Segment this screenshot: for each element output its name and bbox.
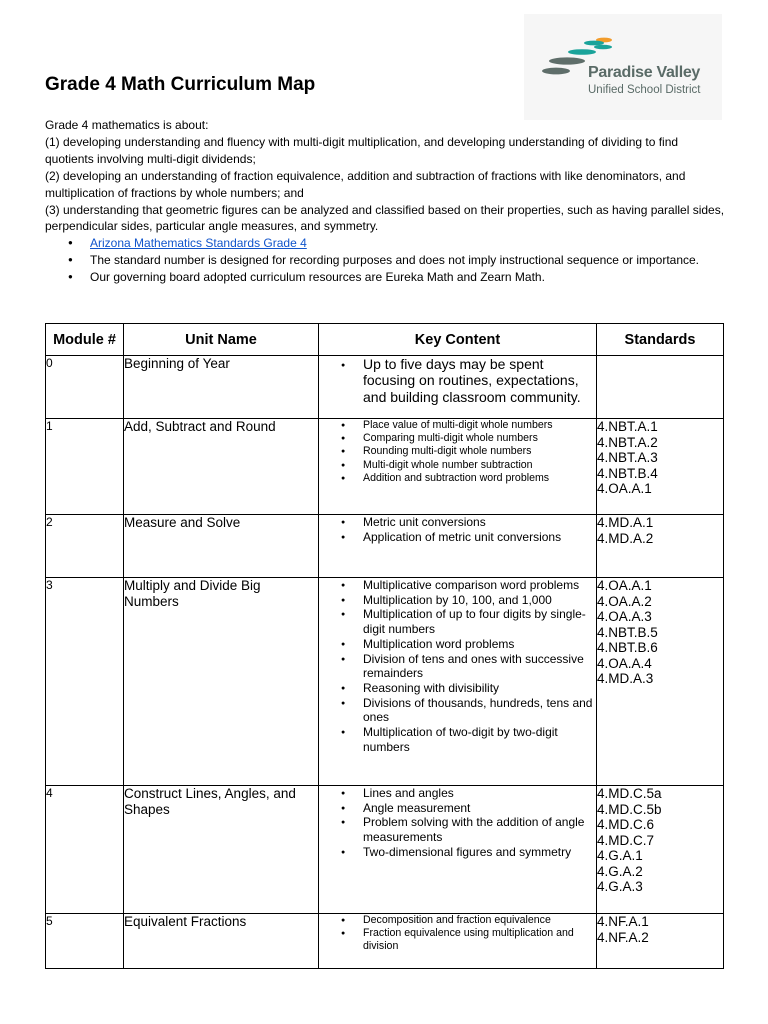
standard-code: 4.MD.A.2 [597, 530, 654, 546]
unit-name: Beginning of Year [124, 356, 319, 419]
key-content-item: ● Two-dimensional figures and symmetry [363, 845, 596, 860]
key-content [319, 515, 597, 578]
standard-code: 4.OA.A.4 [597, 655, 652, 671]
standard-code: 4.G.A.3 [597, 879, 643, 894]
standard-code: 4.MD.C.7 [597, 832, 655, 848]
intro-bullets [45, 235, 725, 286]
intro-line: (3) understanding that geometric figures can be analyzed and classified based on their properties, such as having parallel sides, perpendicular sides, particular angle measures, and symmetry. [45, 202, 725, 234]
standard-code: 4.OA.A.2 [597, 593, 652, 609]
key-content-item: ● Multiplicative comparison word problems [363, 578, 596, 593]
header-unit: Unit Name [124, 324, 319, 356]
key-content-item: ● Divisions of thousands, hundreds, tens and ones [363, 696, 596, 725]
table-row [46, 578, 724, 786]
district-logo [524, 14, 722, 120]
key-content-item: ● Rounding multi-digit whole numbers [363, 445, 596, 458]
key-content [319, 786, 597, 914]
key-content [319, 578, 597, 786]
standard-code: 4.MD.C.5b [597, 801, 662, 817]
intro-line: (2) developing an understanding of fraction equivalence, addition and subtraction of fractions with like denominators, and multiplication of fractions by whole numbers; and [45, 168, 686, 200]
key-content [319, 419, 597, 515]
key-content-item: ● Place value of multi-digit whole numbers [363, 419, 596, 432]
module-number: 2 [46, 515, 124, 578]
key-content-item: ● Lines and angles [363, 786, 596, 801]
standards-cell [597, 356, 724, 419]
unit-name: Add, Subtract and Round [124, 419, 319, 515]
standard-code: 4.NBT.B.5 [597, 624, 658, 640]
intro-bullet: ● Our governing board adopted curriculum resources are Eureka Math and Zearn Math. [90, 269, 725, 286]
unit-name: Measure and Solve [124, 515, 319, 578]
key-content-item: ● Addition and subtraction word problems [363, 472, 596, 485]
module-number: 5 [46, 914, 124, 969]
key-content-item: ● Problem solving with the addition of angle measurements [363, 815, 596, 844]
key-content [319, 914, 597, 969]
standard-code: 4.OA.A.3 [597, 609, 652, 624]
unit-name: Multiply and Divide Big Numbers [124, 578, 319, 786]
key-content-item: ● Division of tens and ones with successive remainders [363, 652, 596, 681]
standard-code: 4.NBT.A.2 [597, 434, 658, 450]
table-row [46, 419, 724, 515]
standard-code: 4.NBT.B.6 [597, 640, 658, 655]
table-row [46, 515, 724, 578]
standard-code: 4.MD.A.1 [597, 515, 654, 530]
standards-cell [597, 786, 724, 914]
page-title: Grade 4 Math Curriculum Map [45, 74, 316, 95]
standard-code: 4.NBT.B.4 [597, 465, 658, 481]
module-number: 1 [46, 419, 124, 515]
standard-code: 4.G.A.1 [597, 848, 643, 863]
key-content-item: ● Multiplication by 10, 100, and 1,000 [363, 593, 596, 608]
standards-cell [597, 515, 724, 578]
module-number: 4 [46, 786, 124, 914]
key-content-item: ● Multiplication word problems [363, 637, 596, 652]
intro-bullet [90, 235, 725, 252]
intro-section [45, 117, 725, 286]
key-content-item: ● Angle measurement [363, 801, 596, 816]
table-row [46, 356, 724, 419]
standard-code: 4.MD.C.5a [597, 786, 662, 801]
standard-code: 4.MD.C.6 [597, 817, 655, 832]
logo-name: Paradise Valley [588, 64, 701, 81]
key-content-item: ● Fraction equivalence using multiplication and division [363, 927, 596, 953]
table-header-row [46, 324, 724, 356]
key-content-item: ● Comparing multi-digit whole numbers [363, 432, 596, 445]
key-content-item: ● Reasoning with divisibility [363, 681, 596, 696]
module-number: 0 [46, 356, 124, 419]
standards-link[interactable]: Arizona Mathematics Standards Grade 4 [90, 236, 307, 251]
standards-cell [597, 419, 724, 515]
header-standards: Standards [597, 324, 724, 356]
key-content-item: ● Application of metric unit conversions [363, 530, 596, 545]
header-key-content: Key Content [319, 324, 597, 356]
standard-code: 4.NBT.A.3 [597, 450, 658, 465]
intro-bullet: ● The standard number is designed for recording purposes and does not imply instructional sequence or importance. [90, 252, 725, 269]
table-row [46, 914, 724, 969]
standard-code: 4.NF.A.2 [597, 929, 649, 945]
unit-name: Construct Lines, Angles, and Shapes [124, 786, 319, 914]
table-row [46, 786, 724, 914]
standards-cell [597, 578, 724, 786]
standard-code: 4.OA.A.1 [597, 481, 652, 496]
key-content-item: ● Multi-digit whole number subtraction [363, 459, 596, 472]
standard-code: 4.NBT.A.1 [597, 419, 658, 434]
module-number: 3 [46, 578, 124, 786]
standard-code: 4.G.A.2 [597, 863, 643, 879]
key-content-item: ● Metric unit conversions [363, 515, 596, 530]
unit-name: Equivalent Fractions [124, 914, 319, 969]
curriculum-table [45, 323, 724, 969]
intro-line: (1) developing understanding and fluency with multi-digit multiplication, and developing understanding of dividing to find quotients involving multi-digit dividends; [45, 134, 679, 166]
standard-code: 4.OA.A.1 [597, 578, 652, 593]
key-content-item: ● Up to five days may be spent focusing on routines, expectations, and building classroom community. [363, 356, 596, 405]
logo-subtitle: Unified School District [588, 84, 701, 96]
intro-line: Grade 4 mathematics is about: [45, 118, 209, 132]
standard-code: 4.MD.A.3 [597, 671, 654, 686]
key-content-item: ● Multiplication of up to four digits by single-digit numbers [363, 607, 596, 636]
key-content-item: ● Decomposition and fraction equivalence [363, 914, 596, 927]
standards-cell [597, 914, 724, 969]
key-content [319, 356, 597, 419]
header-module: Module # [46, 324, 124, 356]
standard-code: 4.NF.A.1 [597, 914, 649, 929]
key-content-item: ● Multiplication of two-digit by two-digit numbers [363, 725, 596, 754]
